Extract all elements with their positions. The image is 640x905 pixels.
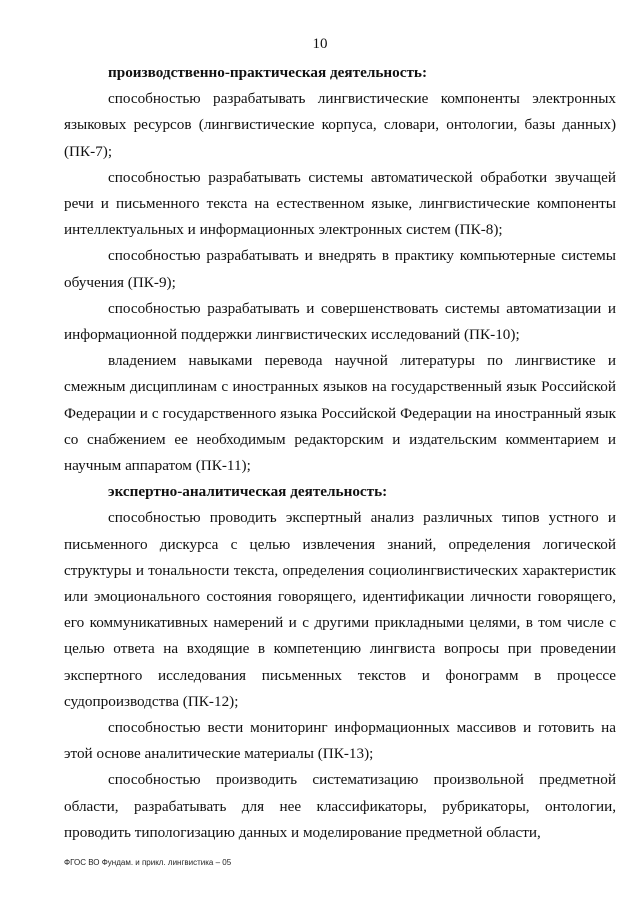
document-body <box>64 60 616 846</box>
footer-note: ФГОС ВО Фундам. и прикл. лингвистика – 05 <box>64 858 232 867</box>
paragraph-pk11: владением навыками перевода научной литературы по лингвистике и смежным дисциплинам с иностранных языков на государственный язык Российской Федерации и с государственного языка Российской Федерации на иностранный язык со снабжением ее необходимым редакторским и издательским комментарием и научным аппаратом (ПК-11); <box>64 352 616 475</box>
section-heading-expert: экспертно-аналитическая деятельность: <box>108 483 388 501</box>
paragraph-pk8: способностью разрабатывать системы автоматической обработки звучащей речи и письменного текста на естественном языке, лингвистические компоненты интеллектуальных и информационных электронных систем (ПК-8); <box>64 168 616 239</box>
paragraph-pk14-partial: способностью производить систематизацию произвольной предметной области, разрабатывать для нее классификаторы, рубрикаторы, онтологии, проводить типологизацию данных и моделирование предметной области, <box>64 771 616 841</box>
paragraph-pk10: способностью разрабатывать и совершенствовать системы автоматизации и информационной поддержки лингвистических исследований (ПК-10); <box>64 299 616 344</box>
paragraph-pk7: способностью разрабатывать лингвистические компоненты электронных языковых ресурсов (лингвистические корпуса, словари, онтологии, базы данных) (ПК-7); <box>64 90 616 160</box>
section-heading-production: производственно-практическая деятельность: <box>108 64 428 81</box>
page-number: 10 <box>312 36 328 52</box>
paragraph-pk9: способностью разрабатывать и внедрять в практику компьютерные системы обучения (ПК-9); <box>64 247 616 291</box>
paragraph-pk13: способностью вести мониторинг информационных массивов и готовить на этой основе аналитические материалы (ПК-13); <box>64 719 616 763</box>
paragraph-pk12: способностью проводить экспертный анализ различных типов устного и письменного дискурса с целью извлечения знаний, определения логической структуры и тональности текста, определения социолингвистических характеристик или эмоционального состояния говорящего, идентификации личности говорящего, его коммуникативных намерений и с другими прикладными целями, в том числе с целью ответа на входящие в компетенцию лингвиста вопросы при проведении экспертного исследования письменных текстов и фонограмм в процессе судопроизводства (ПК-12); <box>64 509 616 710</box>
